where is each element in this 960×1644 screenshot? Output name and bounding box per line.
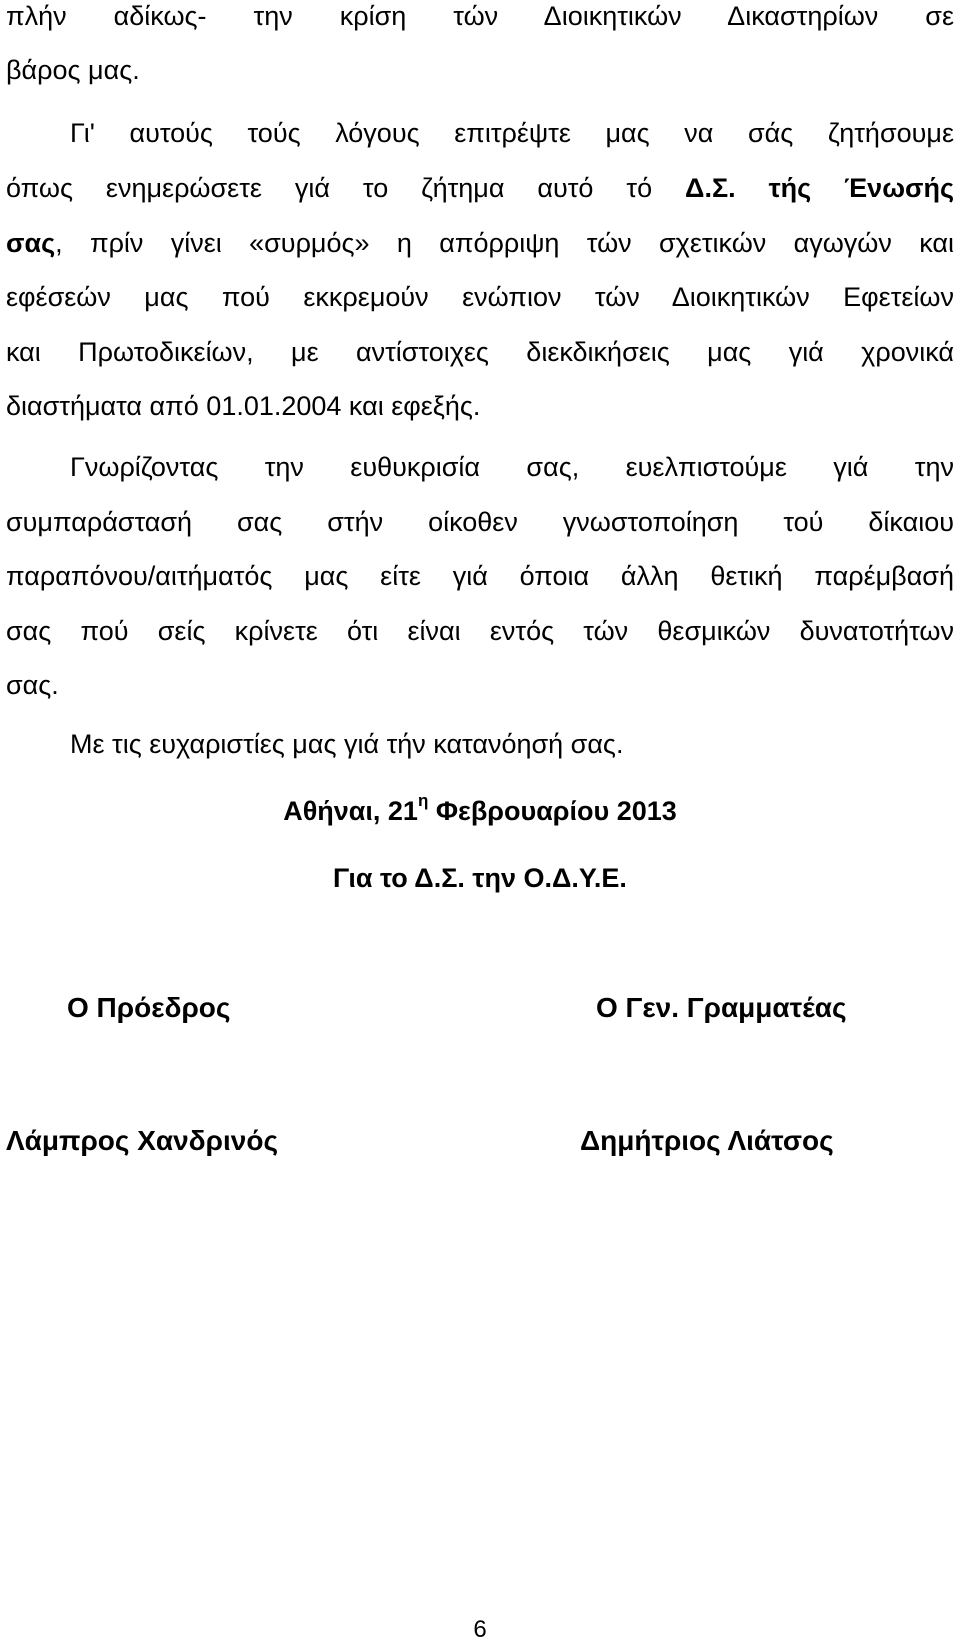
- request-line-5: και Πρωτοδικείων, με αντίστοιχες διεκδικήσεις μας γιά χρονικά: [6, 337, 954, 367]
- date-suffix: Φεβρουαρίου 2013: [428, 796, 677, 826]
- trust-line-3: παραπόνου/αιτήματός μας είτε γιά όποια άλλη θετική παρέμβασή: [6, 561, 954, 591]
- request-line-2: [6, 172, 954, 204]
- secretary-title: Ο Γεν. Γραμματέας: [596, 992, 847, 1023]
- request-line-3-text: , πρίν γίνει «συρμός» η απόρριψη τών σχετικών αγωγών και: [55, 228, 954, 258]
- date-prefix: Αθήναι, 21: [283, 796, 418, 826]
- trust-line-4: σας πού σείς κρίνετε ότι είναι εντός τών θεσμικών δυνατοτήτων: [6, 616, 954, 646]
- request-line-2-text: όπως ενημερώσετε γιά το ζήτημα αυτό τό: [6, 173, 686, 203]
- trust-line-2: συμπαράστασή σας στήν οίκοθεν γνωστοποίηση τού δίκαιου: [6, 507, 954, 537]
- request-line-3-bold: σας: [6, 228, 56, 258]
- request-line-4: εφέσεών μας πού εκκρεμούν ενώπιον τών Διοικητικών Εφετείων: [6, 282, 954, 312]
- trust-line-1: Γνωρίζοντας την ευθυκρισία σας, ευελπιστούμε γιά την: [70, 452, 954, 482]
- request-line-6: διαστήματα από 01.01.2004 και εφεξής.: [6, 391, 481, 421]
- on-behalf-line: Για το Δ.Σ. την Ο.Δ.Υ.Ε.: [333, 863, 627, 893]
- thanks-line: Με τις ευχαριστίες μας γιά τήν κατανόησή σας.: [70, 729, 624, 759]
- request-line-3: [6, 227, 954, 259]
- trust-line-5: σας.: [6, 670, 59, 700]
- paragraph-top-line-1: πλήν αδίκως- την κρίση τών Διοικητικών Δικαστηρίων σε: [6, 1, 954, 31]
- board-reference: Δ.Σ. τής Ένωσής: [685, 173, 954, 203]
- secretary-name: Δημήτριος Λιάτσος: [580, 1125, 834, 1156]
- date-superscript: η: [417, 791, 429, 810]
- president-title: Ο Πρόεδρος: [67, 992, 231, 1023]
- paragraph-top-line-2: βάρος μας.: [6, 55, 140, 85]
- date-line: [0, 791, 960, 827]
- request-line-1: Γι' αυτούς τούς λόγους επιτρέψτε μας να σάς ζητήσουμε: [70, 118, 954, 148]
- page-number: 6: [473, 1616, 487, 1643]
- president-name: Λάμπρος Χανδρινός: [6, 1125, 279, 1156]
